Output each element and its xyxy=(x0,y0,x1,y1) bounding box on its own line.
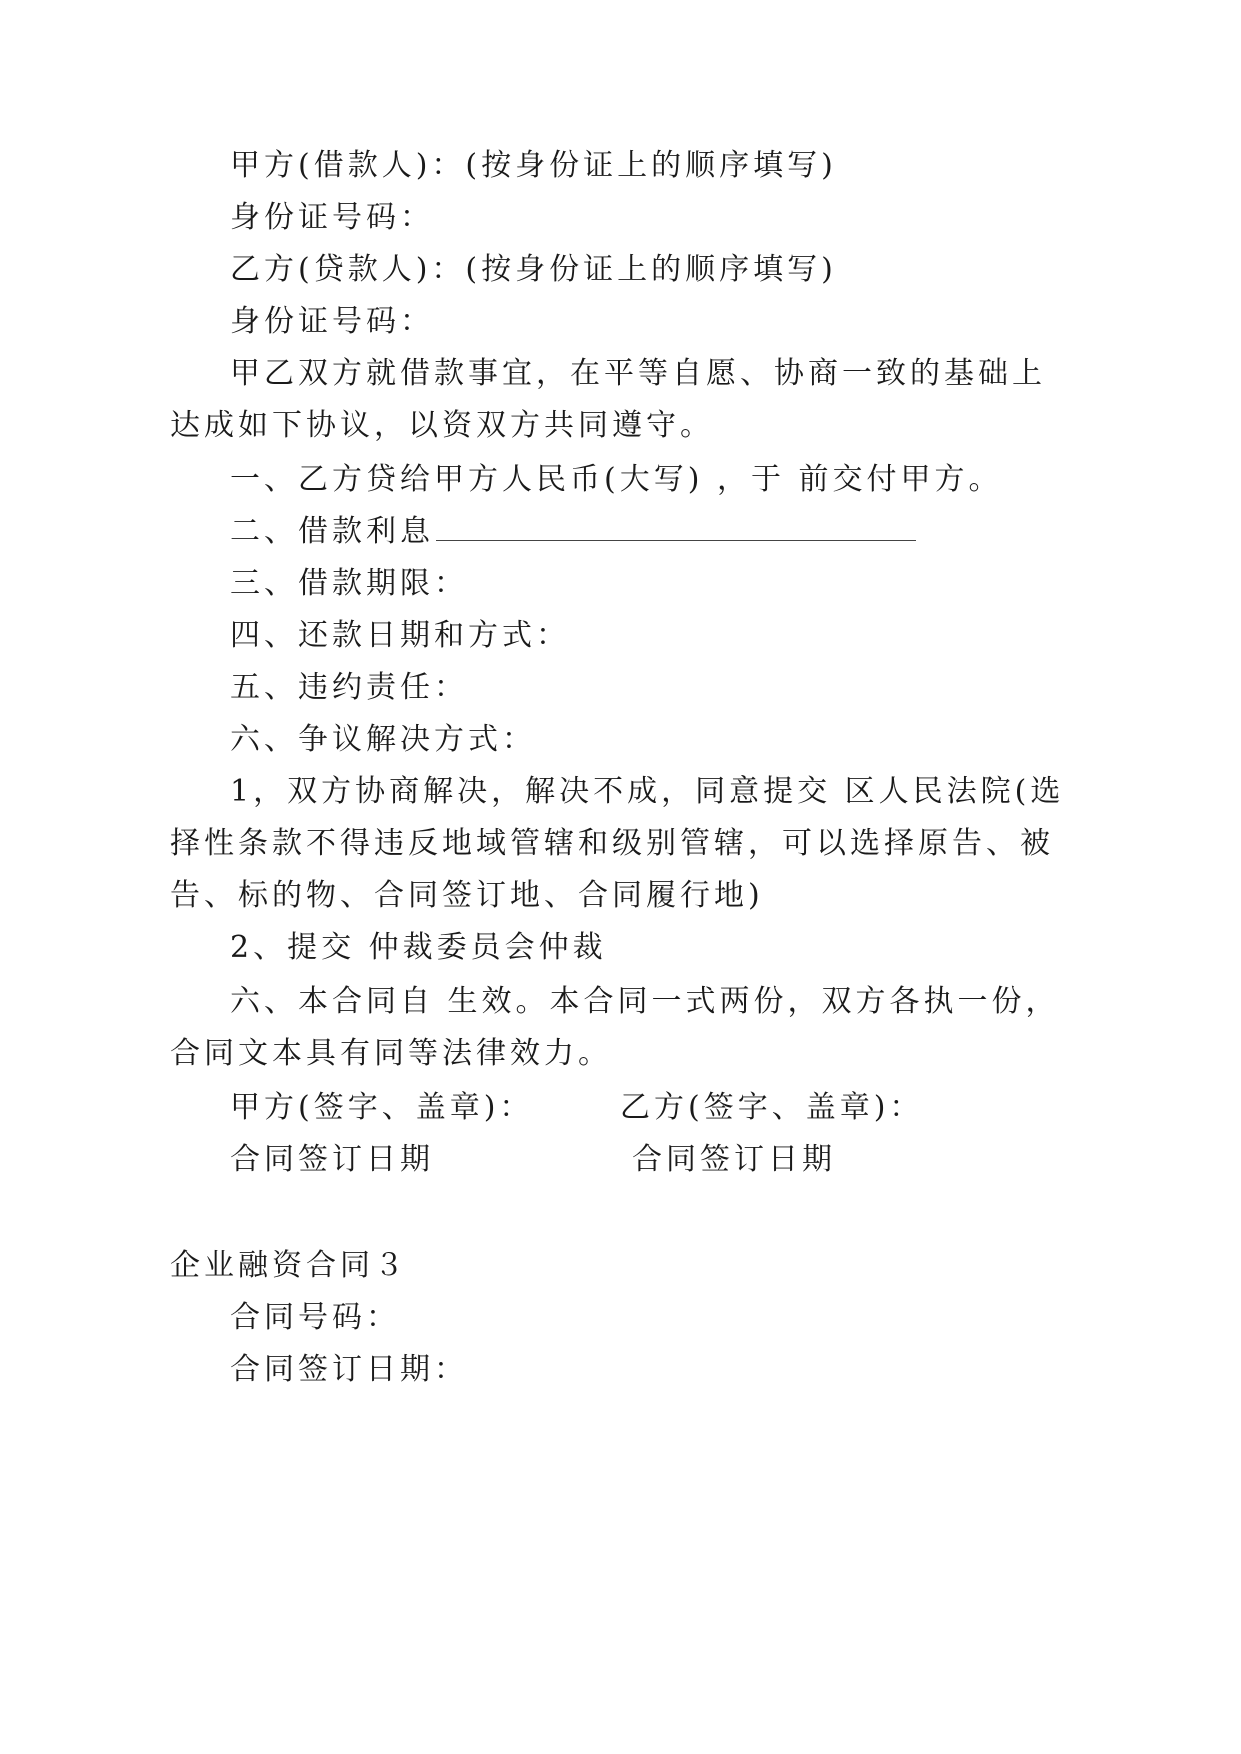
clause-1: 一、乙方贷给甲方人民币(大写) ，于 前交付甲方。 xyxy=(230,462,1003,497)
dispute-1-line-3: 告、标的物、合同签订地、合同履行地) xyxy=(170,878,764,913)
dispute-2: 2、提交 仲裁委员会仲裁 xyxy=(230,930,607,965)
party-b-id-line: 身份证号码： xyxy=(230,304,434,339)
dispute-1-line-2: 择性条款不得违反地域管辖和级别管辖，可以选择原告、被 xyxy=(170,826,1054,861)
dispute-1-line-1: 1，双方协商解决，解决不成，同意提交 区人民法院(选 xyxy=(230,774,1065,809)
interest-blank-line xyxy=(436,514,916,541)
clause-2 xyxy=(230,512,916,552)
clause-6: 六、争议解决方式： xyxy=(230,722,536,757)
clause-2-text: 二、借款利息 xyxy=(230,514,434,549)
sign-party-b: 乙方(签字、盖章)： xyxy=(620,1090,924,1125)
section-3-title: 企业融资合同３ xyxy=(170,1248,408,1283)
clause-4: 四、还款日期和方式： xyxy=(230,618,570,653)
sign-party-a: 甲方(签字、盖章)： xyxy=(230,1090,534,1125)
sign-date-a: 合同签订日期 xyxy=(230,1142,434,1177)
clause-5: 五、违约责任： xyxy=(230,670,468,705)
contract-number-line: 合同号码： xyxy=(230,1300,400,1335)
party-a-line: 甲方(借款人)：(按身份证上的顺序填写) xyxy=(230,148,837,183)
intro-line-2: 达成如下协议，以资双方共同遵守。 xyxy=(170,408,714,443)
party-b-line: 乙方(贷款人)：(按身份证上的顺序填写) xyxy=(230,252,837,287)
party-a-id-line: 身份证号码： xyxy=(230,200,434,235)
effect-line-2: 合同文本具有同等法律效力。 xyxy=(170,1036,612,1071)
sign-date-b: 合同签订日期 xyxy=(632,1142,836,1177)
contract-date-line: 合同签订日期： xyxy=(230,1352,468,1387)
intro-line-1: 甲乙双方就借款事宜，在平等自愿、协商一致的基础上 xyxy=(230,356,1046,391)
effect-line-1: 六、本合同自 生效。本合同一式两份，双方各执一份， xyxy=(230,984,1060,1019)
clause-3: 三、借款期限： xyxy=(230,566,468,601)
